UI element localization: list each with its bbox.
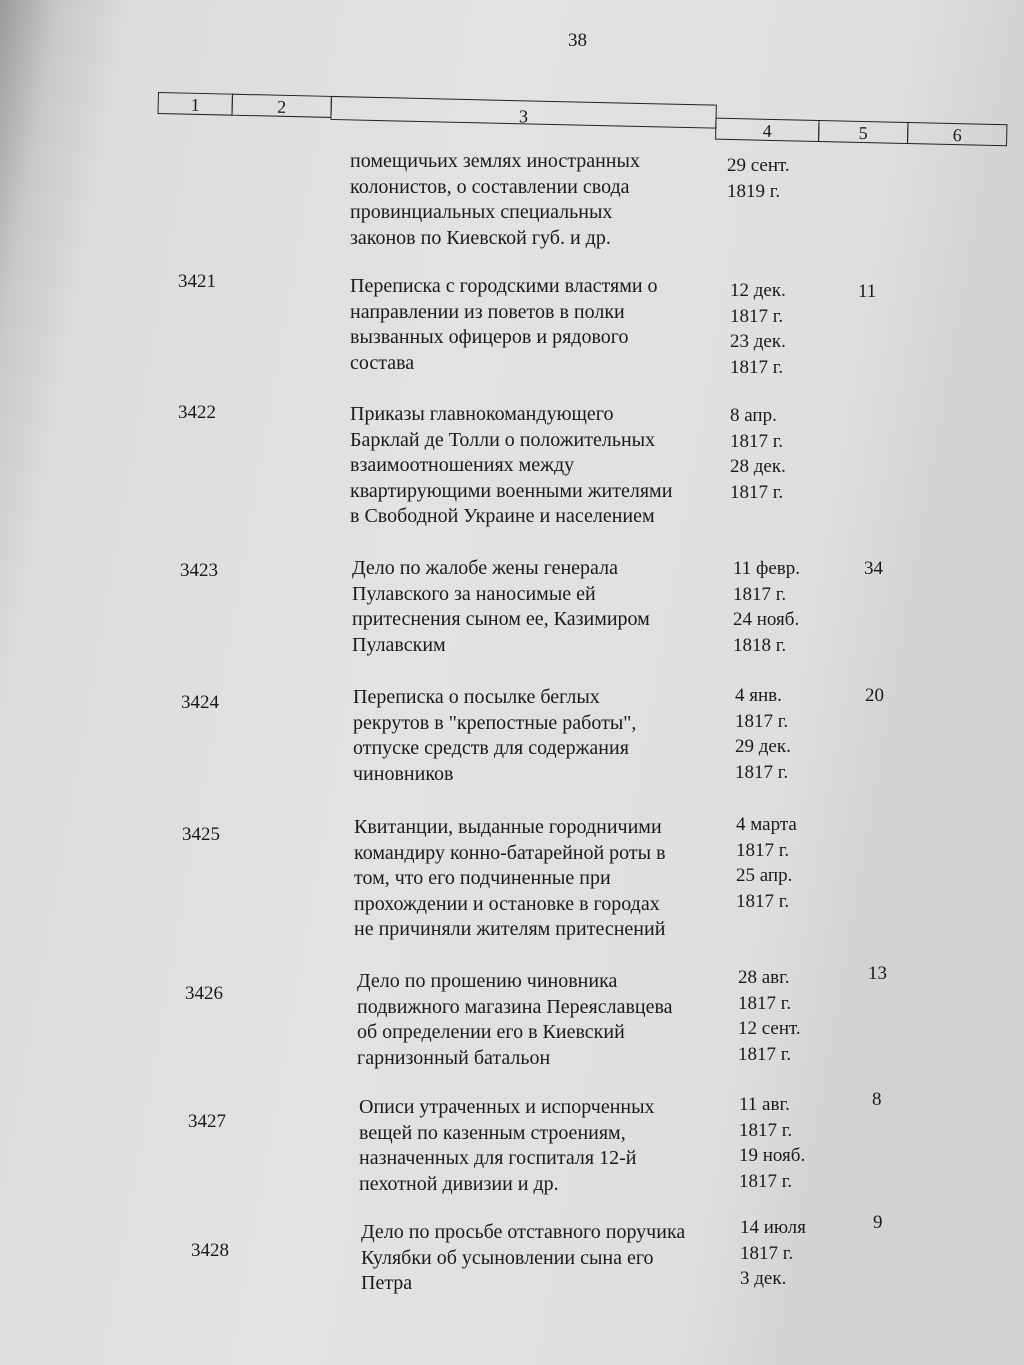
description-line: Описи утраченных и испорченных [359, 1096, 655, 1118]
description-line: гарнизонный батальон [357, 1046, 551, 1069]
date-line: 1818 г. [733, 634, 787, 656]
date-line: 12 сент. [738, 1018, 801, 1039]
entry-number: 3426 [185, 983, 223, 1004]
date-line: 1817 г. [735, 761, 789, 783]
entry-number: 3424 [181, 692, 219, 713]
description-line: не причиняли жителям притеснений [354, 918, 666, 940]
date-line: 19 нояб. [739, 1145, 806, 1166]
date-line: 28 авг. [738, 967, 790, 988]
description-line: провинциальных специальных [350, 201, 613, 223]
description-line: прохождении и остановке в городах [354, 892, 660, 915]
entry-dates [730, 278, 830, 380]
description-line: Петра [361, 1272, 413, 1294]
page-number: 38 [568, 30, 587, 51]
date-line: 28 дек. [730, 456, 786, 477]
date-line: 11 авг. [739, 1094, 790, 1115]
description-line: Барклай де Толли о положительных [350, 428, 656, 451]
description-line: рекрутов в "крепостные работы", [353, 711, 637, 734]
entry-dates [739, 1092, 839, 1194]
entry-dates [733, 556, 833, 658]
date-line: 1819 г. [727, 180, 781, 202]
date-line: 1817 г. [738, 992, 792, 1014]
date-line: 14 июля [740, 1217, 806, 1238]
description-line: Кулябки об усыновлении сына его [361, 1246, 654, 1269]
entry-number: 3421 [178, 271, 216, 292]
date-line: 23 дек. [730, 331, 786, 352]
date-line: 1817 г. [730, 481, 784, 503]
entry-sheets: 8 [872, 1089, 882, 1110]
entry-dates [740, 1215, 840, 1292]
date-line: 25 апр. [736, 865, 793, 886]
date-line: 1817 г. [735, 710, 789, 732]
description-line: отпуске средств для содержания [353, 737, 629, 759]
entry-sheets: 13 [868, 963, 887, 984]
entry-description [350, 149, 730, 251]
date-line: 4 янв. [735, 685, 782, 706]
description-line: назначенных для госпиталя 12-й [359, 1147, 637, 1169]
header-col-2: 2 [231, 94, 331, 118]
date-line: 1817 г. [736, 839, 790, 861]
entry-sheets: 34 [864, 558, 883, 579]
entry-number: 3428 [191, 1240, 229, 1261]
entry-number: 3427 [188, 1111, 226, 1132]
description-line: состава [350, 351, 415, 374]
entry-dates [727, 153, 827, 204]
date-line: 4 марта [736, 814, 797, 835]
description-line: Пулавским [352, 633, 446, 656]
description-line: Переписка о посылке беглых [353, 686, 600, 708]
description-line: Пулавского за наносимые ей [352, 582, 596, 605]
entry-number: 3425 [182, 824, 220, 845]
description-line: вызванных офицеров и рядового [350, 326, 629, 348]
description-line: вещей по казенным строениям, [359, 1121, 626, 1144]
entry-description [357, 969, 737, 1071]
date-line: 29 дек. [735, 736, 791, 757]
entry-description [359, 1095, 739, 1197]
description-line: помещичьих землях иностранных [350, 150, 640, 172]
entry-sheets: 9 [873, 1212, 883, 1233]
header-col-3: 3 [330, 96, 716, 129]
entry-number: 3422 [178, 402, 216, 423]
description-line: Дело по просьбе отставного поручика [361, 1221, 686, 1243]
date-line: 1817 г. [733, 583, 787, 605]
date-line: 1817 г. [739, 1119, 793, 1141]
description-line: чиновников [353, 762, 454, 785]
description-line: Приказы главнокомандующего [350, 403, 614, 425]
description-line: направлении из поветов в полки [350, 300, 625, 323]
entry-description [352, 556, 732, 658]
description-line: в Свободной Украине и населением [350, 505, 655, 527]
description-line: взаимоотношениях между [350, 454, 575, 476]
description-line: Дело по прошению чиновника [357, 970, 618, 992]
date-line: 1817 г. [738, 1043, 792, 1065]
entry-description [353, 685, 733, 787]
description-line: командиру конно-батарейной роты в [354, 841, 666, 864]
entry-description [350, 402, 730, 530]
description-line: Переписка с городскими властями о [350, 275, 658, 297]
date-line: 1817 г. [740, 1242, 794, 1264]
description-line: Дело по жалобе жены генерала [352, 557, 618, 579]
date-line: 1817 г. [730, 430, 784, 452]
entry-dates [736, 812, 836, 914]
entry-sheets: 11 [858, 281, 877, 302]
date-line: 1817 г. [739, 1170, 793, 1192]
date-line: 1817 г. [736, 890, 790, 912]
header-col-6: 6 [907, 122, 1007, 146]
description-line: колонистов, о составлении свода [350, 175, 630, 198]
header-col-1: 1 [158, 92, 233, 116]
date-line: 1817 г. [730, 356, 784, 378]
description-line: пехотной дивизии и др. [359, 1172, 559, 1195]
description-line: том, что его подчиненные при [354, 867, 611, 889]
date-line: 1817 г. [730, 305, 784, 327]
entry-description [350, 274, 730, 376]
description-line: квартирующими военными жителями [350, 479, 673, 502]
description-line: подвижного магазина Переяславцева [357, 995, 673, 1018]
header-col-4: 4 [715, 118, 819, 142]
description-line: Квитанции, выданные городничими [354, 816, 662, 838]
entry-dates [735, 683, 835, 785]
date-line: 29 сент. [727, 155, 790, 176]
description-line: законов по Киевской губ. и др. [350, 226, 611, 249]
description-line: об определении его в Киевский [357, 1021, 625, 1043]
entry-dates [730, 403, 830, 505]
date-line: 24 нояб. [733, 609, 800, 630]
description-line: притеснения сыном ее, Казимиром [352, 608, 650, 630]
entry-description [354, 815, 734, 943]
date-line: 3 дек. [740, 1268, 787, 1289]
entry-number: 3423 [180, 560, 218, 581]
entry-sheets: 20 [865, 685, 884, 706]
date-line: 8 апр. [730, 405, 777, 426]
date-line: 12 дек. [730, 280, 786, 301]
entry-dates [738, 965, 838, 1067]
date-line: 11 февр. [733, 558, 801, 579]
header-col-5: 5 [818, 120, 908, 144]
entry-description [361, 1220, 741, 1297]
